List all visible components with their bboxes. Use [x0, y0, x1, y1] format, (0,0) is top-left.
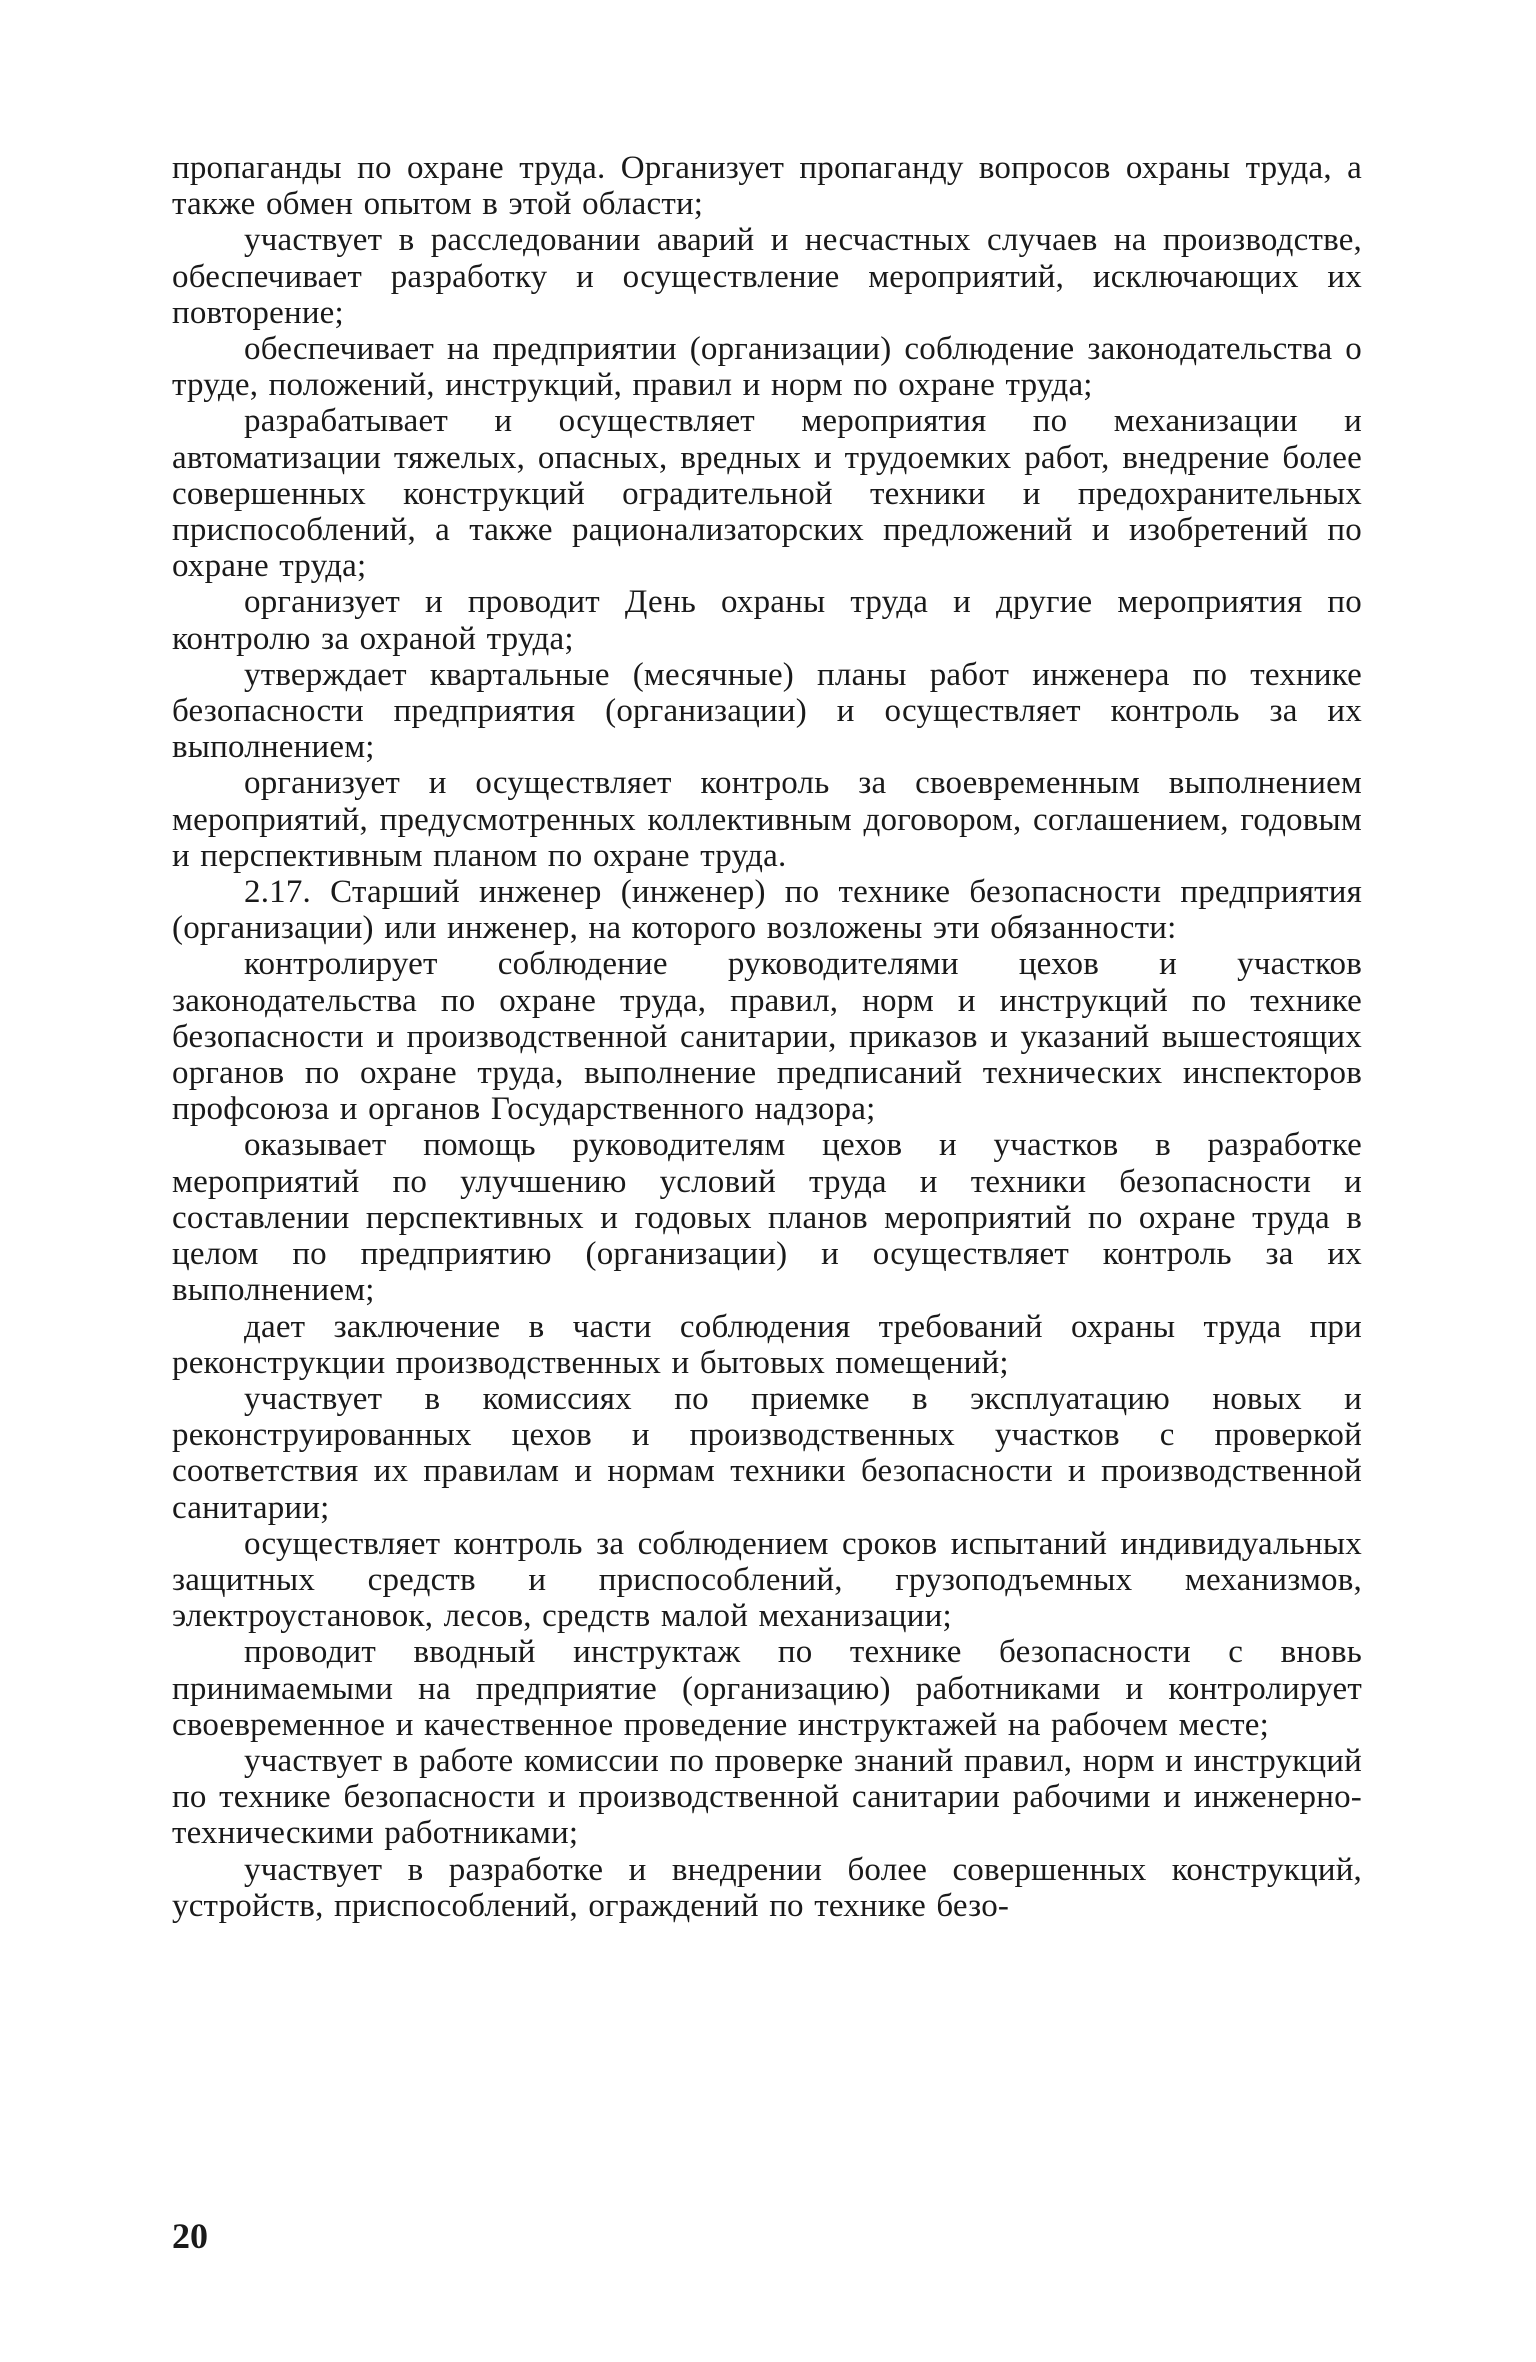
page-body: [172, 150, 1362, 1924]
page-number: 20: [172, 2216, 208, 2256]
section-heading-paragraph: 2.17. Старший инженер (инженер) по технике безопасности предприятия (организации) или инженер, на которого возложены эти обязанности:: [172, 874, 1362, 947]
paragraph: осуществляет контроль за соблюдением сроков испытаний индивидуальных защитных средств и приспособлений, грузоподъемных механизмов, электроустановок, лесов, средств малой механизации;: [172, 1525, 1362, 1635]
paragraph: разрабатывает и осуществляет мероприятия по механизации и автоматизации тяжелых, опасных, вредных и трудоемких работ, внедрение более совершенных конструкций оградительной техники и предохранительных приспособлений, а также рационализаторских предложений и изобретений по охране труда;: [172, 403, 1362, 585]
paragraph: организует и осуществляет контроль за своевременным выполнением мероприятий, предусмотренных коллективным договором, соглашением, годовым и перспективным планом по охране труда.: [172, 765, 1362, 874]
paragraph: проводит вводный инструктаж по технике безопасности с вновь принимаемыми на предприятие (организацию) работниками и контролирует своевременное и качественное проведение инструктажей на рабочем месте;: [172, 1634, 1362, 1743]
paragraph: участвует в разработке и внедрении более совершенных конструкций, устройств, приспособлений, ограждений по технике безо-: [172, 1851, 1362, 1924]
paragraph: оказывает помощь руководителям цехов и участков в разработке мероприятий по улучшению условий труда и техники безопасности и составлении перспективных и годовых планов мероприятий по охране труда в целом по предприятию (организации) и осуществляет контроль за их выполнением;: [172, 1127, 1362, 1309]
paragraph: утверждает квартальные (месячные) планы работ инженера по технике безопасности предприятия (организации) и осуществляет контроль за их выполнением;: [172, 656, 1362, 766]
paragraph: участвует в работе комиссии по проверке знаний правил, норм и инструкций по технике безопасности и производственной санитарии рабочими и инженерно-техническими работниками;: [172, 1742, 1362, 1852]
paragraph: участвует в комиссиях по приемке в эксплуатацию новых и реконструированных цехов и производственных участков с проверкой соответствия их правилам и нормам техники безопасности и производственной санитарии;: [172, 1380, 1362, 1526]
paragraph: организует и проводит День охраны труда и другие мероприятия по контролю за охраной труда;: [172, 584, 1362, 657]
paragraph: контролирует соблюдение руководителями цехов и участков законодательства по охране труда, правил, норм и инструкций по технике безопасности и производственной санитарии, приказов и указаний вышестоящих органов по охране труда, выполнение предписаний технических инспекторов профсоюза и органов Государственного надзора;: [172, 946, 1362, 1128]
paragraph: обеспечивает на предприятии (организации) соблюдение законодательства о труде, положений, инструкций, правил и норм по охране труда;: [172, 331, 1362, 404]
paragraph: участвует в расследовании аварий и несчастных случаев на производстве, обеспечивает разработку и осуществление мероприятий, исключающих их повторение;: [172, 222, 1362, 331]
paragraph: пропаганды по охране труда. Организует пропаганду вопросов охраны труда, а также обмен опытом в этой области;: [172, 150, 1362, 223]
paragraph: дает заключение в части соблюдения требований охраны труда при реконструкции производственных и бытовых помещений;: [172, 1308, 1362, 1381]
